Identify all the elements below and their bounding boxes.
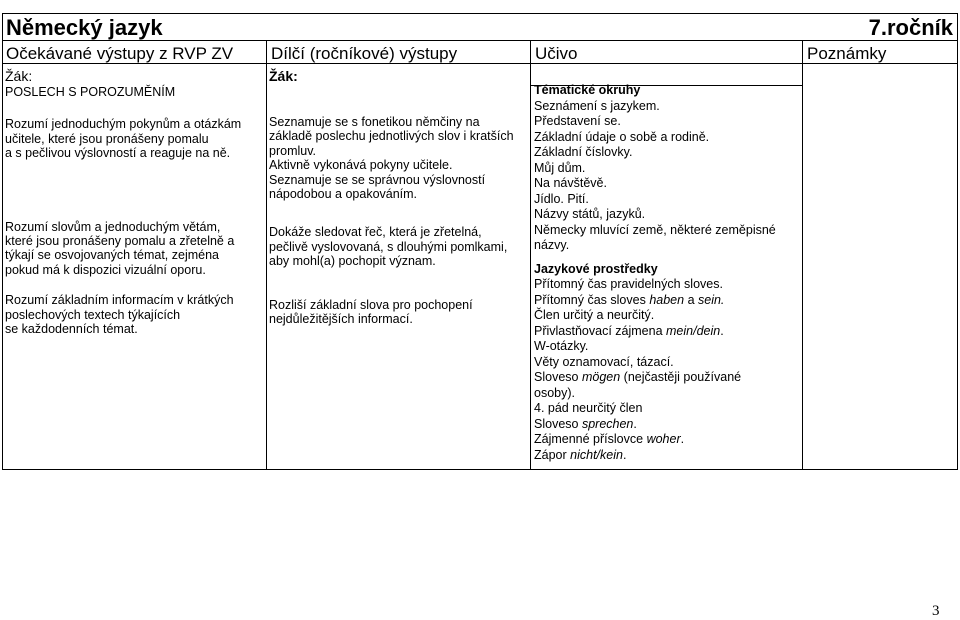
topics-list: Seznámení s jazykem. Představení se. Základní údaje o sobě a rodině. Základní číslovky. Můj dům. Na návštěvě. Jídlo. Pití. Názvy států, jazyků. Německy mluvící země, některé zeměpisné názvy. (534, 98, 776, 252)
column-header-rvp: Očekávané výstupy z RVP ZV (6, 44, 234, 63)
column-header-row (2, 41, 958, 64)
grammar-list: Přítomný čas pravidelných sloves. Přítomný čas sloves haben a sein. Člen určitý a neurčitý. Přivlastňovací zájmena mein/dein. W-otázky. Věty oznamovací, tázací. Sloveso mögen (nejčastěji používané osoby). 4. pád neurčitý člen Sloveso sprechen. Zájmenné příslovce woher. Zápor nicht/kein. (534, 277, 742, 462)
page-number: 3 (932, 603, 940, 619)
column-header-outputs: Dílčí (ročníkové) výstupy (271, 44, 458, 63)
subject-title: Německý jazyk (6, 15, 163, 40)
grade-title: 7.ročník (868, 15, 953, 40)
title-row (2, 13, 958, 41)
column-divider (802, 41, 803, 470)
partial-outputs-cell (269, 68, 529, 326)
topics-heading: Tématické okruhy (534, 83, 641, 97)
column-header-curriculum: Učivo (535, 44, 578, 63)
section-heading: POSLECH S POROZUMĚNÍM (5, 85, 176, 99)
table-border-right (957, 64, 958, 470)
grammar-heading: Jazykové prostředky (534, 261, 658, 276)
table-border-bottom (2, 469, 958, 470)
column-header-notes: Poznámky (807, 44, 887, 63)
outputs-paragraph: Dokáže sledovat řeč, která je zřetelná, pečlivě vyslovovaná, s dlouhými pomlkami, aby mohl(a) pochopit význam. (269, 225, 508, 269)
notes-cell (806, 68, 956, 466)
outputs-paragraph: Rozliší základní slova pro pochopení nejdůležitějších informací. (269, 297, 473, 327)
curriculum-cell (534, 83, 800, 463)
pupil-label: Žák: (269, 68, 298, 84)
outputs-paragraph: Seznamuje se s fonetikou němčiny na základě poslechu jednotlivých slov i kratších promluv. Aktivně vykonává pokyny učitele. Seznamuje se se správnou výslovností nápodobou a opakováním. (269, 115, 514, 202)
rvp-outputs-cell (5, 68, 263, 336)
column-divider (530, 41, 531, 470)
rvp-paragraph: Rozumí slovům a jednoduchým větám, které jsou pronášeny pomalu a zřetelně a týkají se osvojovaných témat, zejména pokud má k dispozici vizuální oporu. (5, 219, 235, 277)
rvp-paragraph: Rozumí jednoduchým pokynům a otázkám učitele, které jsou pronášeny pomalu a s pečlivou výslovností a reaguje na ně. (5, 117, 242, 161)
rvp-paragraph: Rozumí základním informacím v krátkých poslechových textech týkajících se každodenních témat. (5, 293, 234, 337)
pupil-label: Žák: (5, 68, 33, 84)
column-divider (266, 41, 267, 470)
table-border-left (2, 64, 3, 470)
curriculum-table (2, 13, 958, 470)
